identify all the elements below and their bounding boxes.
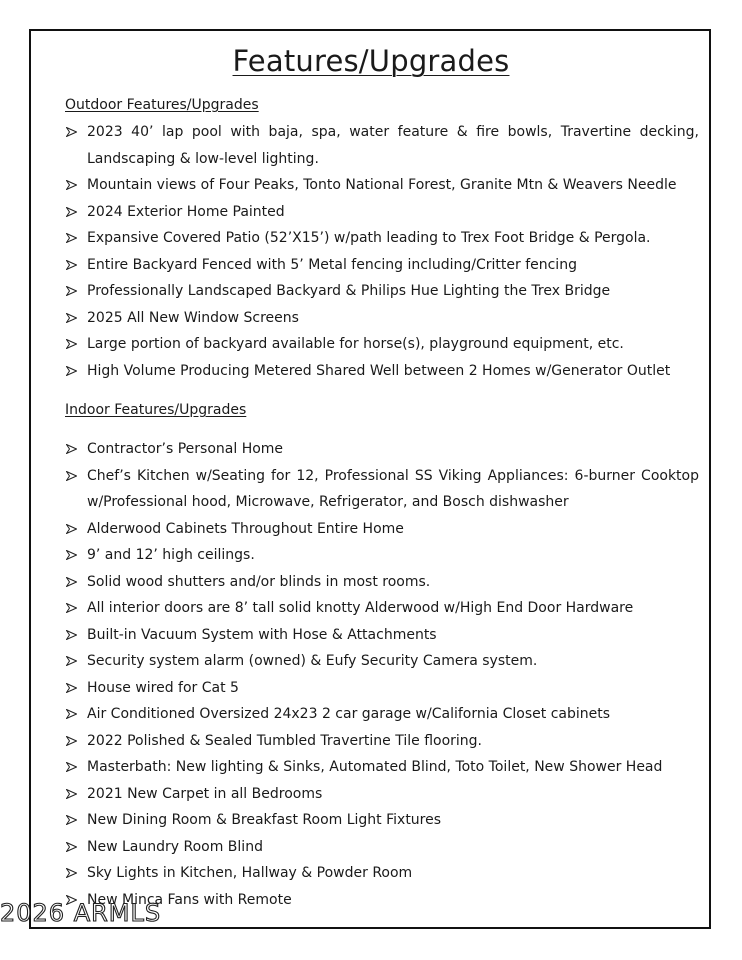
list-item: All interior doors are 8’ tall solid knotty Alderwood w/High End Door Hardware	[65, 595, 699, 622]
arrow-bullet-icon	[65, 516, 79, 542]
arrow-bullet-icon	[65, 860, 79, 886]
arrow-bullet-icon	[65, 622, 79, 648]
arrow-bullet-icon	[65, 701, 79, 727]
outdoor-section-heading: Outdoor Features/Upgrades	[65, 97, 259, 113]
arrow-bullet-icon	[65, 569, 79, 595]
list-item: Large portion of backyard available for horse(s), playground equipment, etc.	[65, 331, 699, 358]
arrow-bullet-icon	[65, 542, 79, 568]
arrow-bullet-icon	[65, 331, 79, 357]
arrow-bullet-icon	[65, 648, 79, 674]
list-item: Professionally Landscaped Backyard & Philips Hue Lighting the Trex Bridge	[65, 278, 699, 305]
list-item: 2021 New Carpet in all Bedrooms	[65, 781, 699, 808]
list-item: Built-in Vacuum System with Hose & Attachments	[65, 622, 699, 649]
arrow-bullet-icon	[65, 199, 79, 225]
list-item: New Minca Fans with Remote	[65, 887, 699, 914]
arrow-bullet-icon	[65, 278, 79, 304]
list-item: Entire Backyard Fenced with 5’ Metal fencing including/Critter fencing	[65, 252, 699, 279]
arrow-bullet-icon	[65, 463, 79, 489]
list-item: New Laundry Room Blind	[65, 834, 699, 861]
list-item: Mountain views of Four Peaks, Tonto National Forest, Granite Mtn & Weavers Needle	[65, 172, 699, 199]
arrow-bullet-icon	[65, 358, 79, 384]
armls-watermark: 2026 ARMLS	[0, 899, 162, 927]
arrow-bullet-icon	[65, 754, 79, 780]
list-item: Air Conditioned Oversized 24x23 2 car garage w/California Closet cabinets	[65, 701, 699, 728]
list-item: 2024 Exterior Home Painted	[65, 199, 699, 226]
list-item: 2022 Polished & Sealed Tumbled Travertine Tile flooring.	[65, 728, 699, 755]
list-item: House wired for Cat 5	[65, 675, 699, 702]
list-item: 9’ and 12’ high ceilings.	[65, 542, 699, 569]
list-item: Alderwood Cabinets Throughout Entire Home	[65, 516, 699, 543]
list-item: Expansive Covered Patio (52’X15’) w/path leading to Trex Foot Bridge & Pergola.	[65, 225, 699, 252]
list-item: Chef’s Kitchen w/Seating for 12, Professional SS Viking Appliances: 6-burner Cooktop w/Professional hood, Microwave, Refrigerator, and Bosch dishwasher	[65, 463, 699, 516]
arrow-bullet-icon	[65, 728, 79, 754]
list-item: Contractor’s Personal Home	[65, 436, 699, 463]
arrow-bullet-icon	[65, 252, 79, 278]
page-title: Features/Upgrades	[232, 44, 510, 78]
list-item: 2023 40’ lap pool with baja, spa, water feature & fire bowls, Travertine decking, Landscaping & low-level lighting.	[65, 119, 699, 172]
list-item: Sky Lights in Kitchen, Hallway & Powder Room	[65, 860, 699, 887]
arrow-bullet-icon	[65, 834, 79, 860]
arrow-bullet-icon	[65, 807, 79, 833]
arrow-bullet-icon	[65, 781, 79, 807]
indoor-section-heading: Indoor Features/Upgrades	[65, 402, 247, 418]
list-item: Security system alarm (owned) & Eufy Security Camera system.	[65, 648, 699, 675]
arrow-bullet-icon	[65, 675, 79, 701]
arrow-bullet-icon	[65, 119, 79, 145]
list-item: New Dining Room & Breakfast Room Light Fixtures	[65, 807, 699, 834]
arrow-bullet-icon	[65, 436, 79, 462]
indoor-feature-list	[65, 436, 699, 913]
arrow-bullet-icon	[65, 225, 79, 251]
list-item: Masterbath: New lighting & Sinks, Automated Blind, Toto Toilet, New Shower Head	[65, 754, 699, 781]
arrow-bullet-icon	[65, 595, 79, 621]
list-item: Solid wood shutters and/or blinds in most rooms.	[65, 569, 699, 596]
outdoor-feature-list	[65, 119, 699, 384]
list-item: 2025 All New Window Screens	[65, 305, 699, 332]
arrow-bullet-icon	[65, 305, 79, 331]
arrow-bullet-icon	[65, 172, 79, 198]
list-item: High Volume Producing Metered Shared Well between 2 Homes w/Generator Outlet	[65, 358, 699, 385]
